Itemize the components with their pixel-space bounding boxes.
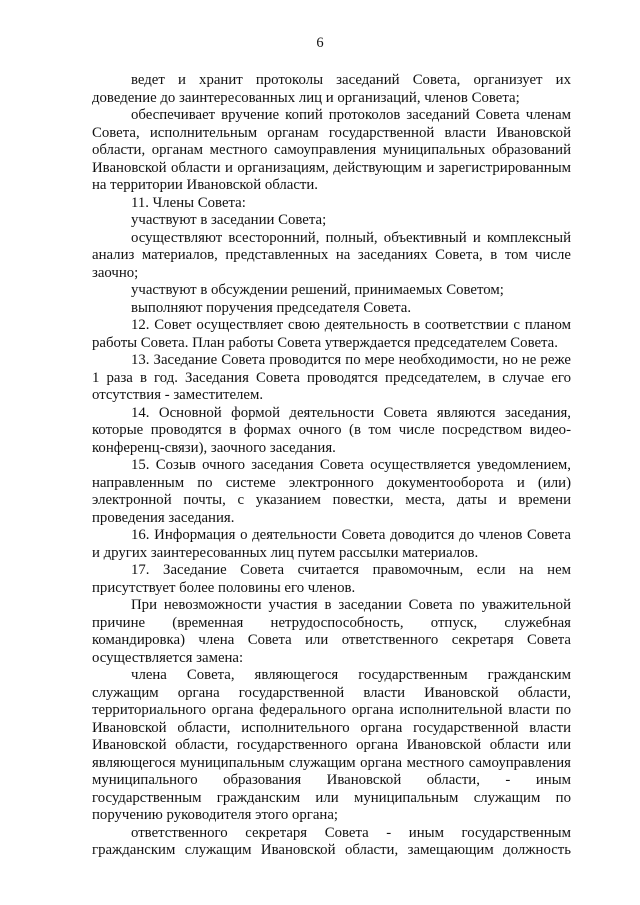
page-number: 6 [316,35,324,51]
paragraph-17: 17. Заседание Совета считается правомочным, если на нем присутствует более половины его членов. [92,562,571,596]
document-body [92,72,571,860]
paragraph-members-discussion: участвуют в обсуждении решений, принимаемых Советом; [131,282,504,298]
paragraph-members-participate: участвуют в заседании Совета; [131,212,327,228]
paragraph-15: 15. Созыв очного заседания Совета осуществляется уведомлением, направленным по системе электронного документооборота и (или) электронной почты, с указанием повестки, места, даты и времени проведения заседания. [92,457,571,526]
paragraph-replacement-secretary: ответственного секретаря Совета - иным государственным гражданским служащим Ивановской области, замещающим должность [92,824,571,858]
paragraph-members-orders: выполняют поручения председателя Совета. [131,299,412,316]
paragraph-12: 12. Совет осуществляет свою деятельность в соответствии с планом работы Совета. План работы Совета утверждается председателем Совета. [92,317,571,351]
paragraph-replacement-member: члена Совета, являющегося государственным гражданским служащим органа государственной власти Ивановской области, территориального органа федерального органа исполнительной власти по Ивановской области, исполнительного органа государственной власти Ивановской области, государственного органа Ивановской области или являющегося муниципальным служащим органа местного самоуправления муниципального образования Ивановской области, - иным государственным гражданским или муниципальным служащим по поручению руководителя этого органа; [92,667,571,823]
paragraph-members-heading: 11. Члены Совета: [131,194,246,211]
paragraph-members-analysis: осуществляют всесторонний, полный, объективный и комплексный анализ материалов, представленных на заседаниях Совета, в том числе заочно; [92,229,571,281]
paragraph-14: 14. Основной формой деятельности Совета являются заседания, которые проводятся в формах очного (в том числе посредством видео-конференц-связи), заочного заседания. [92,404,571,456]
paragraph-16: 16. Информация о деятельности Совета доводится до членов Совета и других заинтересованных лиц путем рассылки материалов. [92,527,571,561]
paragraph-replacement: При невозможности участия в заседании Совета по уважительной причине (временная нетрудоспособность, отпуск, служебная командировка) члена Совета или ответственного секретаря Совета осуществляется замена: [92,597,571,666]
paragraph-protocols: ведет и хранит протоколы заседаний Совета, организует их доведение до заинтересованных лиц и организаций, членов Совета; [92,72,571,106]
paragraph-copies: обеспечивает вручение копий протоколов заседаний Совета членам Совета, исполнительным органам государственной власти Ивановской области, органам местного самоуправления муниципальных образований Ивановской области и организациям, действующим и зарегистрированным на территории Ивановской области. [92,107,571,193]
paragraph-13: 13. Заседание Совета проводится по мере необходимости, но не реже 1 раза в год. Заседания Совета проводятся председателем, в случае его отсутствия - заместителем. [92,352,571,403]
